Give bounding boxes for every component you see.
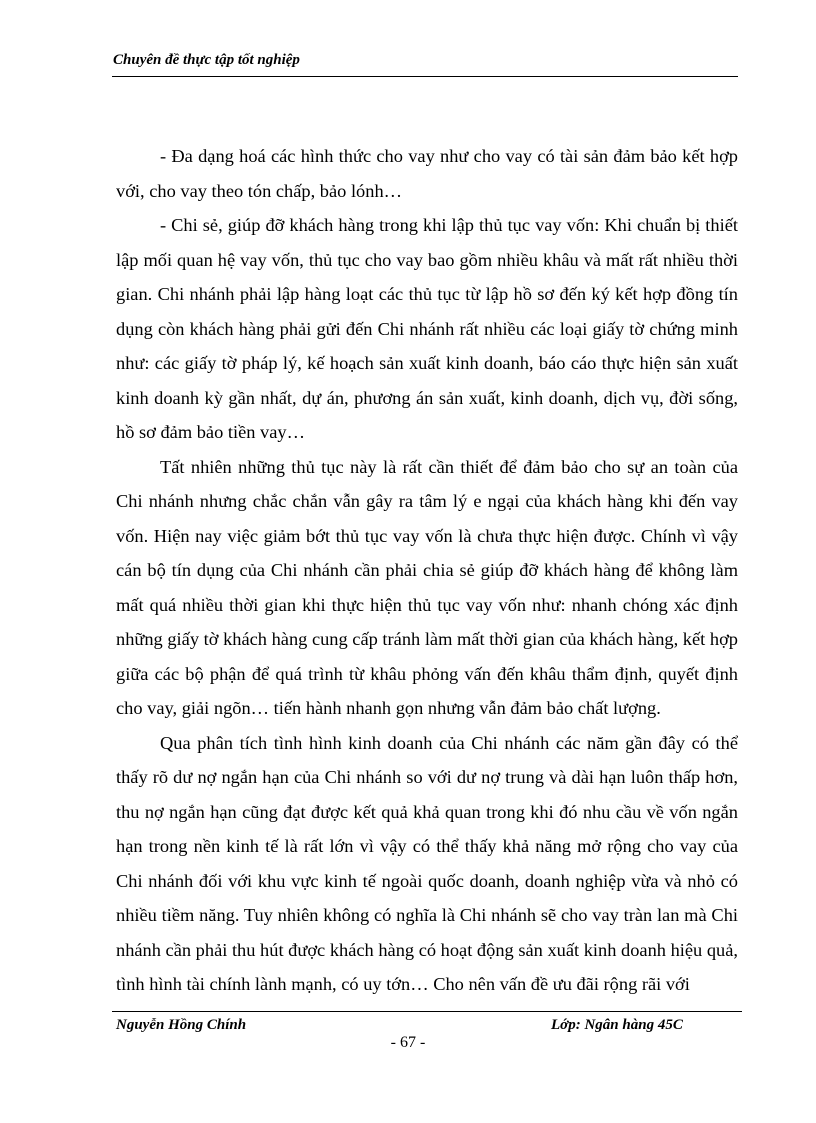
page-number: - 67 -: [390, 1034, 426, 1051]
body-paragraph-2: - Chi sẻ, giúp đỡ khách hàng trong khi lập thủ tục vay vốn: Khi chuẩn bị thiết lập mối quan hệ vay vốn, thủ tục cho vay bao gồm nhiều khâu và mất rất nhiều thời gian. Chi nhánh phải lập hàng loạt các thủ tục từ lập hồ sơ đến ký kết hợp đồng tín dụng còn khách hàng phải gửi đến Chi nhánh rất nhiều các loại giấy tờ chứng minh như: các giấy tờ pháp lý, kế hoạch sản xuất kinh doanh, báo cáo thực hiện sản xuất kinh doanh kỳ gần nhất, dự án, phương án sản xuất, kinh doanh, dịch vụ, đời sống, hồ sơ đảm bảo tiền vay…: [116, 215, 738, 442]
body-paragraph-4: Qua phân tích tình hình kinh doanh của Chi nhánh các năm gần đây có thể thấy rõ dư nợ ngắn hạn của Chi nhánh so với dư nợ trung và dài hạn luôn thấp hơn, thu nợ ngắn hạn cũng đạt được kết quả khả quan trong khi đó nhu cầu về vốn ngắn hạn trong nền kinh tế là rất lớn vì vậy có thể thấy khả năng mở rộng cho vay của Chi nhánh đối với khu vực kinh tế ngoài quốc doanh, doanh nghiệp vừa và nhỏ có nhiều tiềm năng. Tuy nhiên không có nghĩa là Chi nhánh sẽ cho vay tràn lan mà Chi nhánh cần phải thu hút được khách hàng có hoạt động sản xuất kinh doanh hiệu quả, tình hình tài chính lành mạnh, có uy tớn… Cho nên vấn đề ưu đãi rộng rãi với: [116, 732, 738, 994]
running-header-title: Chuyên đề thực tập tốt nghiệp: [113, 52, 300, 68]
footer-author: Nguyễn Hồng Chính: [116, 1017, 247, 1033]
footer-divider: [112, 1011, 742, 1012]
body-paragraph-3: Tất nhiên những thủ tục này là rất cần thiết để đảm bảo cho sự an toàn của Chi nhánh nhưng chắc chắn vẫn gây ra tâm lý e ngại của khách hàng khi đến vay vốn. Hiện nay việc giảm bớt thủ tục vay vốn là chưa thực hiện được. Chính vì vậy cán bộ tín dụng của Chi nhánh cần phải chia sẻ giúp đỡ khách hàng để không làm mất quá nhiều thời gian khi thực hiện thủ tục vay vốn như: nhanh chóng xác định những giấy tờ khách hàng cung cấp tránh làm mất thời gian của khách hàng, kết hợp giữa các bộ phận để quá trình từ khâu phỏng vấn đến khâu thẩm định, quyết định cho vay, giải ngõn… tiến hành nhanh gọn nhưng vẫn đảm bảo chất lượng.: [116, 456, 738, 718]
body-paragraph-1: - Đa dạng hoá các hình thức cho vay như cho vay có tài sản đảm bảo kết hợp với, cho vay theo tón chấp, bảo lónh…: [116, 146, 738, 201]
header-divider: [112, 76, 738, 77]
document-body: [116, 139, 738, 1002]
footer-class-label: Lớp: Ngân hàng 45C: [551, 1017, 683, 1033]
